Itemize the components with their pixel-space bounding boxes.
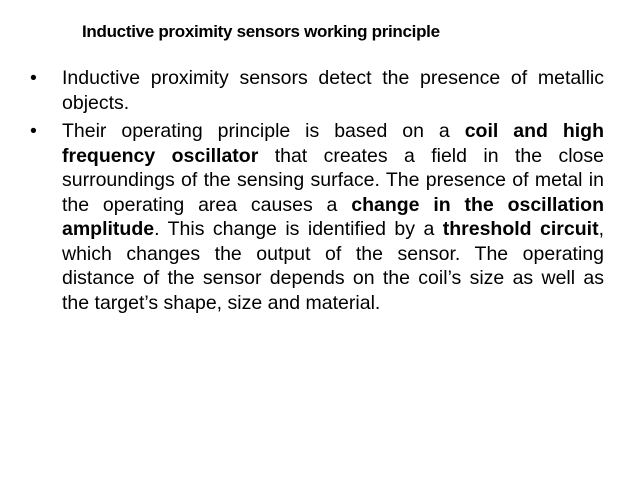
- bullet-text-segment: that creates a field in the close surroundings of the sensing surface. The presence of metal in the operating area causes a: [62, 144, 604, 216]
- bullet-marker: •: [30, 120, 37, 142]
- bullet-item-operating-principle: [30, 119, 604, 315]
- bullet-text-segment: , which changes the output of the sensor. The operating distance of the sensor depends on the coil’s size as well as the target’s shape, size and material.: [62, 218, 604, 314]
- bullet-text-segment: Their operating principle is based on a: [62, 120, 465, 142]
- bullet-marker: •: [30, 67, 37, 89]
- bullet-text-segment: Inductive proximity sensors detect the presence of metallic objects.: [62, 67, 604, 114]
- bullet-list: [30, 66, 604, 319]
- bullet-text-emphasis: coil and high frequency oscillator: [62, 120, 604, 167]
- bullet-item-presence: [30, 66, 604, 115]
- bullet-text: [62, 67, 604, 114]
- bullet-text-emphasis: change in the oscillation amplitude: [62, 193, 604, 240]
- bullet-text-segment: . This change is identified by a: [154, 218, 443, 240]
- bullet-text: [62, 120, 604, 314]
- slide-title: Inductive proximity sensors working principle: [82, 22, 440, 41]
- bullet-text-emphasis: threshold circuit: [442, 218, 599, 240]
